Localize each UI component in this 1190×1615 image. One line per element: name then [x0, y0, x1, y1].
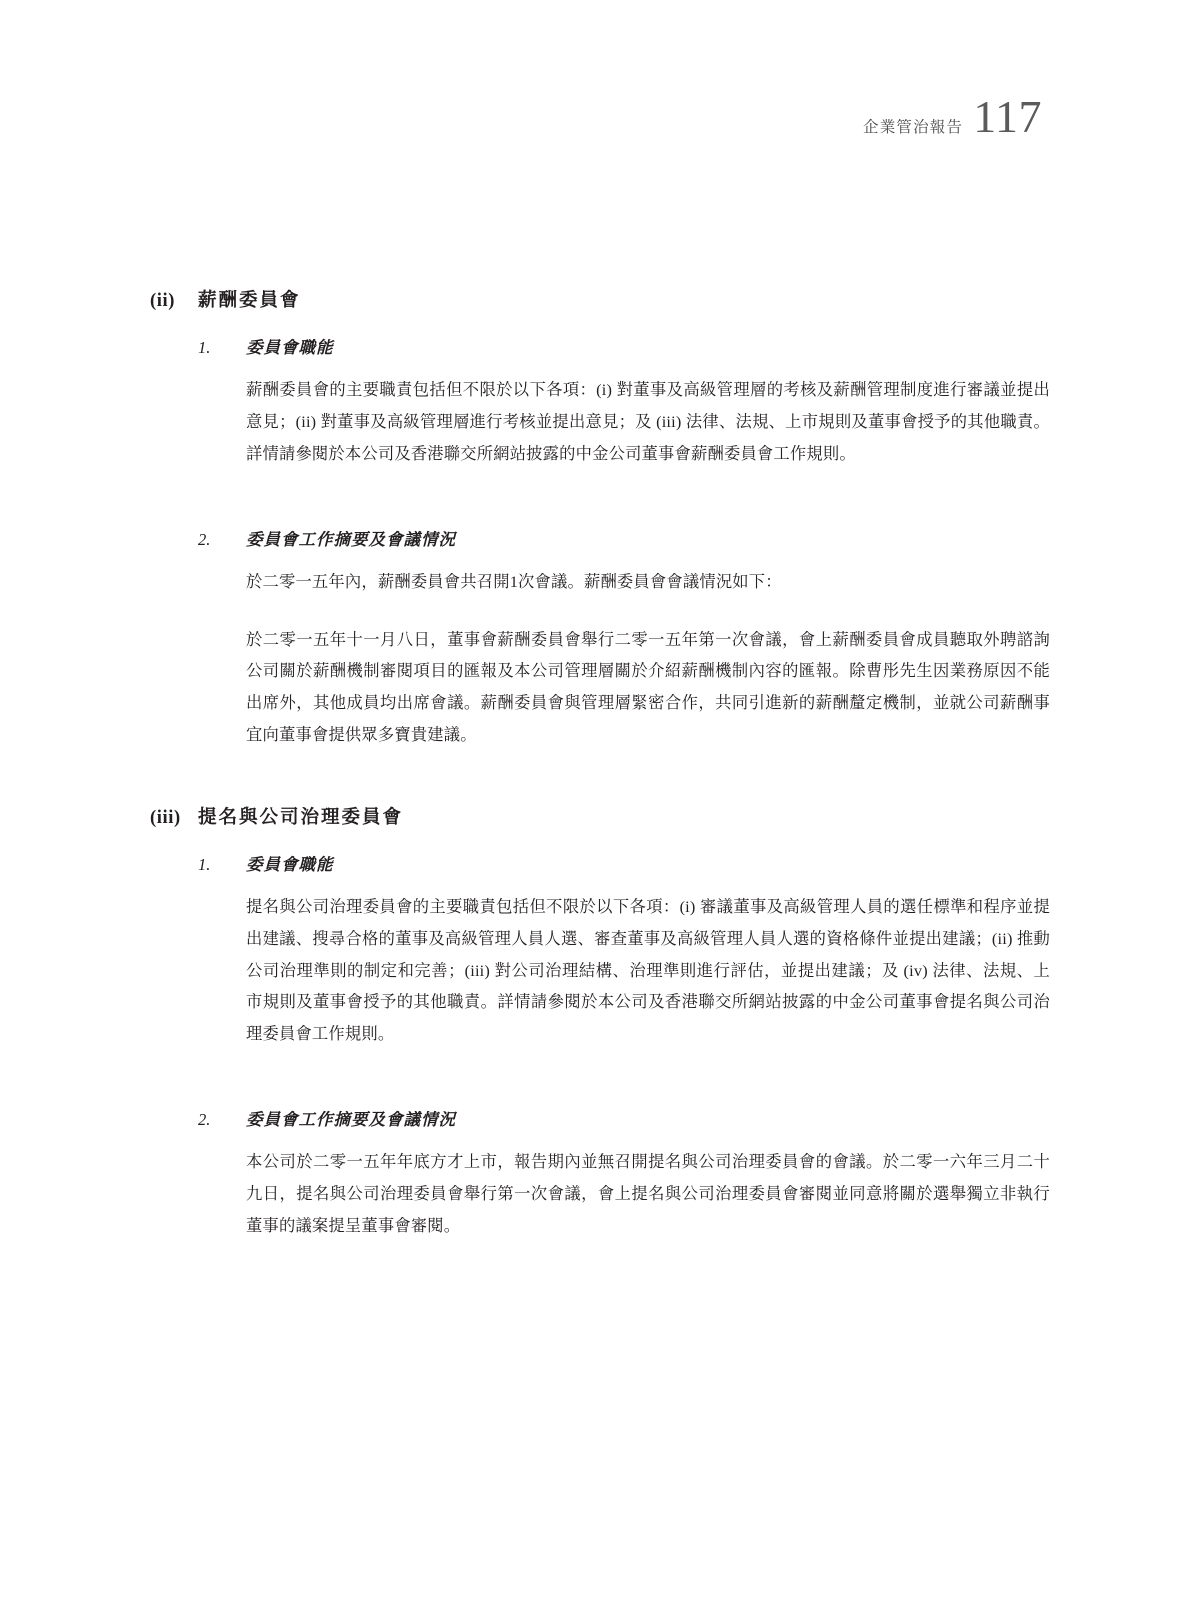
subsection-title: 委員會職能 [246, 854, 334, 874]
section-heading [150, 286, 1050, 312]
subsection-title: 委員會職能 [246, 338, 334, 357]
paragraph: 薪酬委員會的主要職責包括但不限於以下各項：(i) 對董事及高級管理層的考核及薪酬管理制度進行審議並提出意見；(ii) 對董事及高級管理層進行考核並提出意見；及 (iii) 法律、法規、上市規則及董事會授予的其他職責。詳情請參閱於本公司及香港聯交所網站披露的中金公司董事會薪酬委員會工作規則。 [246, 380, 1050, 463]
document-body [150, 286, 1050, 1267]
subsection-number: 1. [198, 338, 211, 357]
section-marker: (ii) [150, 291, 176, 311]
section-title: 薪酬委員會 [198, 291, 301, 311]
section-compensation-committee [150, 286, 1050, 751]
section-nomination-governance-committee [150, 803, 1050, 1242]
section-title: 提名與公司治理委員會 [198, 807, 404, 828]
header-section-label: 企業管治報告 [863, 119, 964, 136]
paragraph: 於二零一五年十一月八日，董事會薪酬委員會舉行二零一五年第一次會議，會上薪酬委員會成員聽取外聘諮詢公司關於薪酬機制審閱項目的匯報及本公司管理層關於介紹薪酬機制內容的匯報。除曹彤先生因業務原因不能出席外，其他成員均出席會議。薪酬委員會與管理層緊密合作，共同引進新的薪酬釐定機制，並就公司薪酬事宜向董事會提供眾多寶貴建議。 [246, 629, 1050, 744]
subsection-heading [198, 334, 1050, 358]
spacer [150, 1076, 1050, 1106]
section-marker: (iii) [150, 807, 181, 828]
spacer [150, 777, 1050, 803]
subsection-title: 委員會工作摘要及會議情況 [246, 529, 456, 549]
paragraph: 於二零一五年內，薪酬委員會共召開1次會議。薪酬委員會會議情況如下： [246, 571, 782, 591]
subsection-committee-functions [198, 851, 1050, 1050]
spacer [150, 496, 1050, 526]
subsection-number: 2. [198, 1109, 211, 1129]
subsection-heading [198, 526, 1050, 550]
subsection-committee-functions [198, 334, 1050, 470]
subsection-heading [198, 851, 1050, 875]
paragraph: 提名與公司治理委員會的主要職責包括但不限於以下各項：(i) 審議董事及高級管理人員的選任標準和程序並提出建議、搜尋合格的董事及高級管理人員人選、審查董事及高級管理人員人選的資格條件並提出建議；(ii) 推動公司治理準則的制定和完善；(iii) 對公司治理結構、治理準則進行評估，並提出建議；及 (iv) 法律、法規、上市規則及董事會授予的其他職責。詳情請參閱於本公司及香港聯交所網站披露的中金公司董事會提名與公司治理委員會工作規則。 [246, 897, 1050, 1044]
section-heading [150, 803, 1050, 829]
subsection-number: 2. [198, 529, 211, 549]
subsection-heading [198, 1106, 1050, 1130]
paragraph: 本公司於二零一五年年底方才上市，報告期內並無召開提名與公司治理委員會的會議。於二零一六年三月二十九日，提名與公司治理委員會舉行第一次會議，會上提名與公司治理委員會審閱並同意將關於選舉獨立非執行董事的議案提呈董事會審閱。 [246, 1152, 1050, 1235]
subsection-work-summary [198, 1106, 1050, 1242]
page-header [863, 91, 1042, 142]
subsection-title: 委員會工作摘要及會議情況 [246, 1109, 456, 1129]
subsection-number: 1. [198, 854, 211, 874]
subsection-work-summary [198, 526, 1050, 751]
page-number: 117 [973, 91, 1042, 142]
